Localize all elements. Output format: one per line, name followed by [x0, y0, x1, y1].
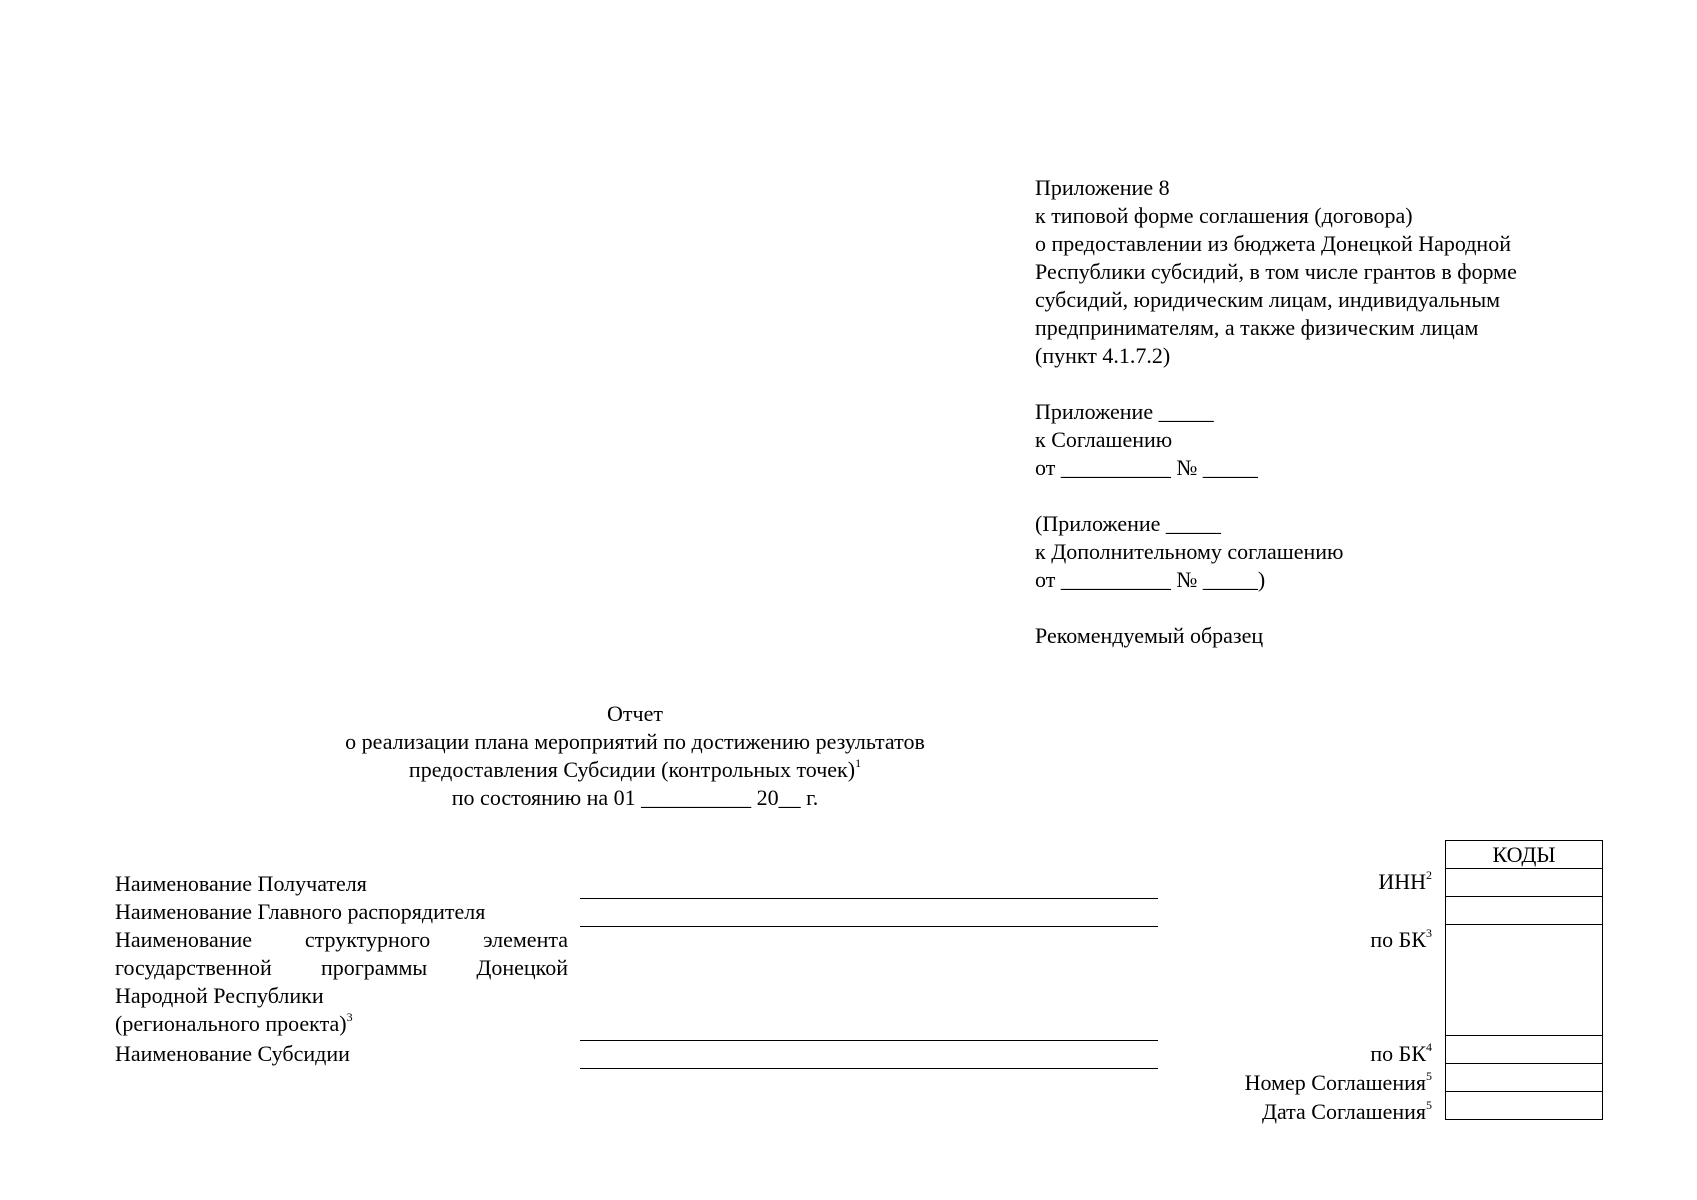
recommended-sample: Рекомендуемый образец	[1035, 623, 1264, 648]
appendix-line: о предоставлении из бюджета Донецкой Народной	[1035, 231, 1511, 256]
struct-element-label-line3: Народной Республики	[115, 983, 324, 1008]
struct-element-label-line1	[115, 926, 568, 954]
main-manager-label: Наименование Главного распорядителя	[115, 899, 486, 924]
appendix-line: предпринимателям, а также физическим лицам	[1035, 315, 1479, 340]
agreement-appendix-line: к Соглашению	[1035, 427, 1173, 452]
word: элемента	[483, 927, 568, 952]
codes-header: КОДЫ	[1446, 841, 1603, 869]
subsidy-field[interactable]	[580, 1068, 1158, 1069]
label-text: (регионального проекта)	[115, 1011, 347, 1036]
label-text: ИНН	[1378, 869, 1426, 894]
additional-agreement-line: от __________ № _____)	[1035, 567, 1266, 592]
main-manager-code-cell[interactable]	[1446, 897, 1603, 925]
subsidy-label: Наименование Субсидии	[115, 1041, 350, 1066]
label-text: по БК	[1370, 927, 1426, 952]
footnote-ref: 4	[1426, 1039, 1432, 1054]
title-line: о реализации плана мероприятий по достижению результатов	[345, 729, 925, 754]
word: государственной	[115, 955, 272, 980]
recipient-label: Наименование Получателя	[115, 871, 367, 896]
title-text: предоставления Субсидии (контрольных точек)	[408, 757, 856, 782]
appendix-line: Приложение 8	[1035, 175, 1170, 200]
title-line: по состоянию на 01 __________ 20__ г.	[451, 785, 819, 810]
label-text: Дата Соглашения	[1261, 1099, 1426, 1124]
struct-element-label-line2	[115, 954, 568, 982]
appendix-line: Республики субсидий, в том числе грантов в форме	[1035, 259, 1517, 284]
word: структурного	[304, 927, 431, 952]
bk-code-label	[1370, 926, 1432, 954]
title-line	[0, 756, 1270, 784]
struct-element-label-line4	[115, 1010, 353, 1038]
bk-code-cell-2[interactable]	[1446, 1036, 1603, 1064]
agreement-number-cell[interactable]	[1446, 1064, 1603, 1092]
inn-code-cell[interactable]	[1446, 869, 1603, 897]
report-title	[0, 700, 1270, 812]
struct-element-field[interactable]	[580, 1040, 1158, 1041]
additional-agreement-line: к Дополнительному соглашению	[1035, 539, 1344, 564]
bk-code-label-2	[1370, 1040, 1432, 1068]
bk-code-cell[interactable]	[1446, 925, 1603, 1036]
recipient-field[interactable]	[580, 898, 1158, 899]
footnote-ref: 3	[1426, 925, 1432, 940]
agreement-date-label	[1262, 1098, 1432, 1126]
word: Наименование	[115, 927, 253, 952]
label-text: Номер Соглашения	[1244, 1070, 1426, 1095]
appendix-header	[1035, 174, 1595, 650]
title-line: Отчет	[607, 701, 663, 726]
inn-label	[1378, 868, 1432, 896]
appendix-line: (пункт 4.1.7.2)	[1035, 343, 1171, 368]
agreement-number-label	[1245, 1069, 1432, 1097]
label-text: по БК	[1370, 1041, 1426, 1066]
additional-agreement-line: (Приложение _____	[1035, 511, 1221, 536]
agreement-appendix-line: от __________ № _____	[1035, 455, 1258, 480]
appendix-line: субсидий, юридическим лицам, индивидуальным	[1035, 287, 1501, 312]
agreement-date-cell[interactable]	[1446, 1092, 1603, 1120]
main-manager-field[interactable]	[580, 926, 1158, 927]
codes-table	[1445, 840, 1603, 1120]
word: Донецкой	[476, 955, 568, 980]
agreement-appendix-line: Приложение _____	[1035, 399, 1214, 424]
footnote-ref: 1	[855, 755, 862, 770]
footnote-ref: 3	[346, 1009, 353, 1024]
footnote-ref: 5	[1426, 1068, 1432, 1083]
appendix-line: к типовой форме соглашения (договора)	[1035, 203, 1413, 228]
footnote-ref: 2	[1426, 867, 1432, 882]
footnote-ref: 5	[1426, 1097, 1432, 1112]
word: программы	[320, 955, 428, 980]
